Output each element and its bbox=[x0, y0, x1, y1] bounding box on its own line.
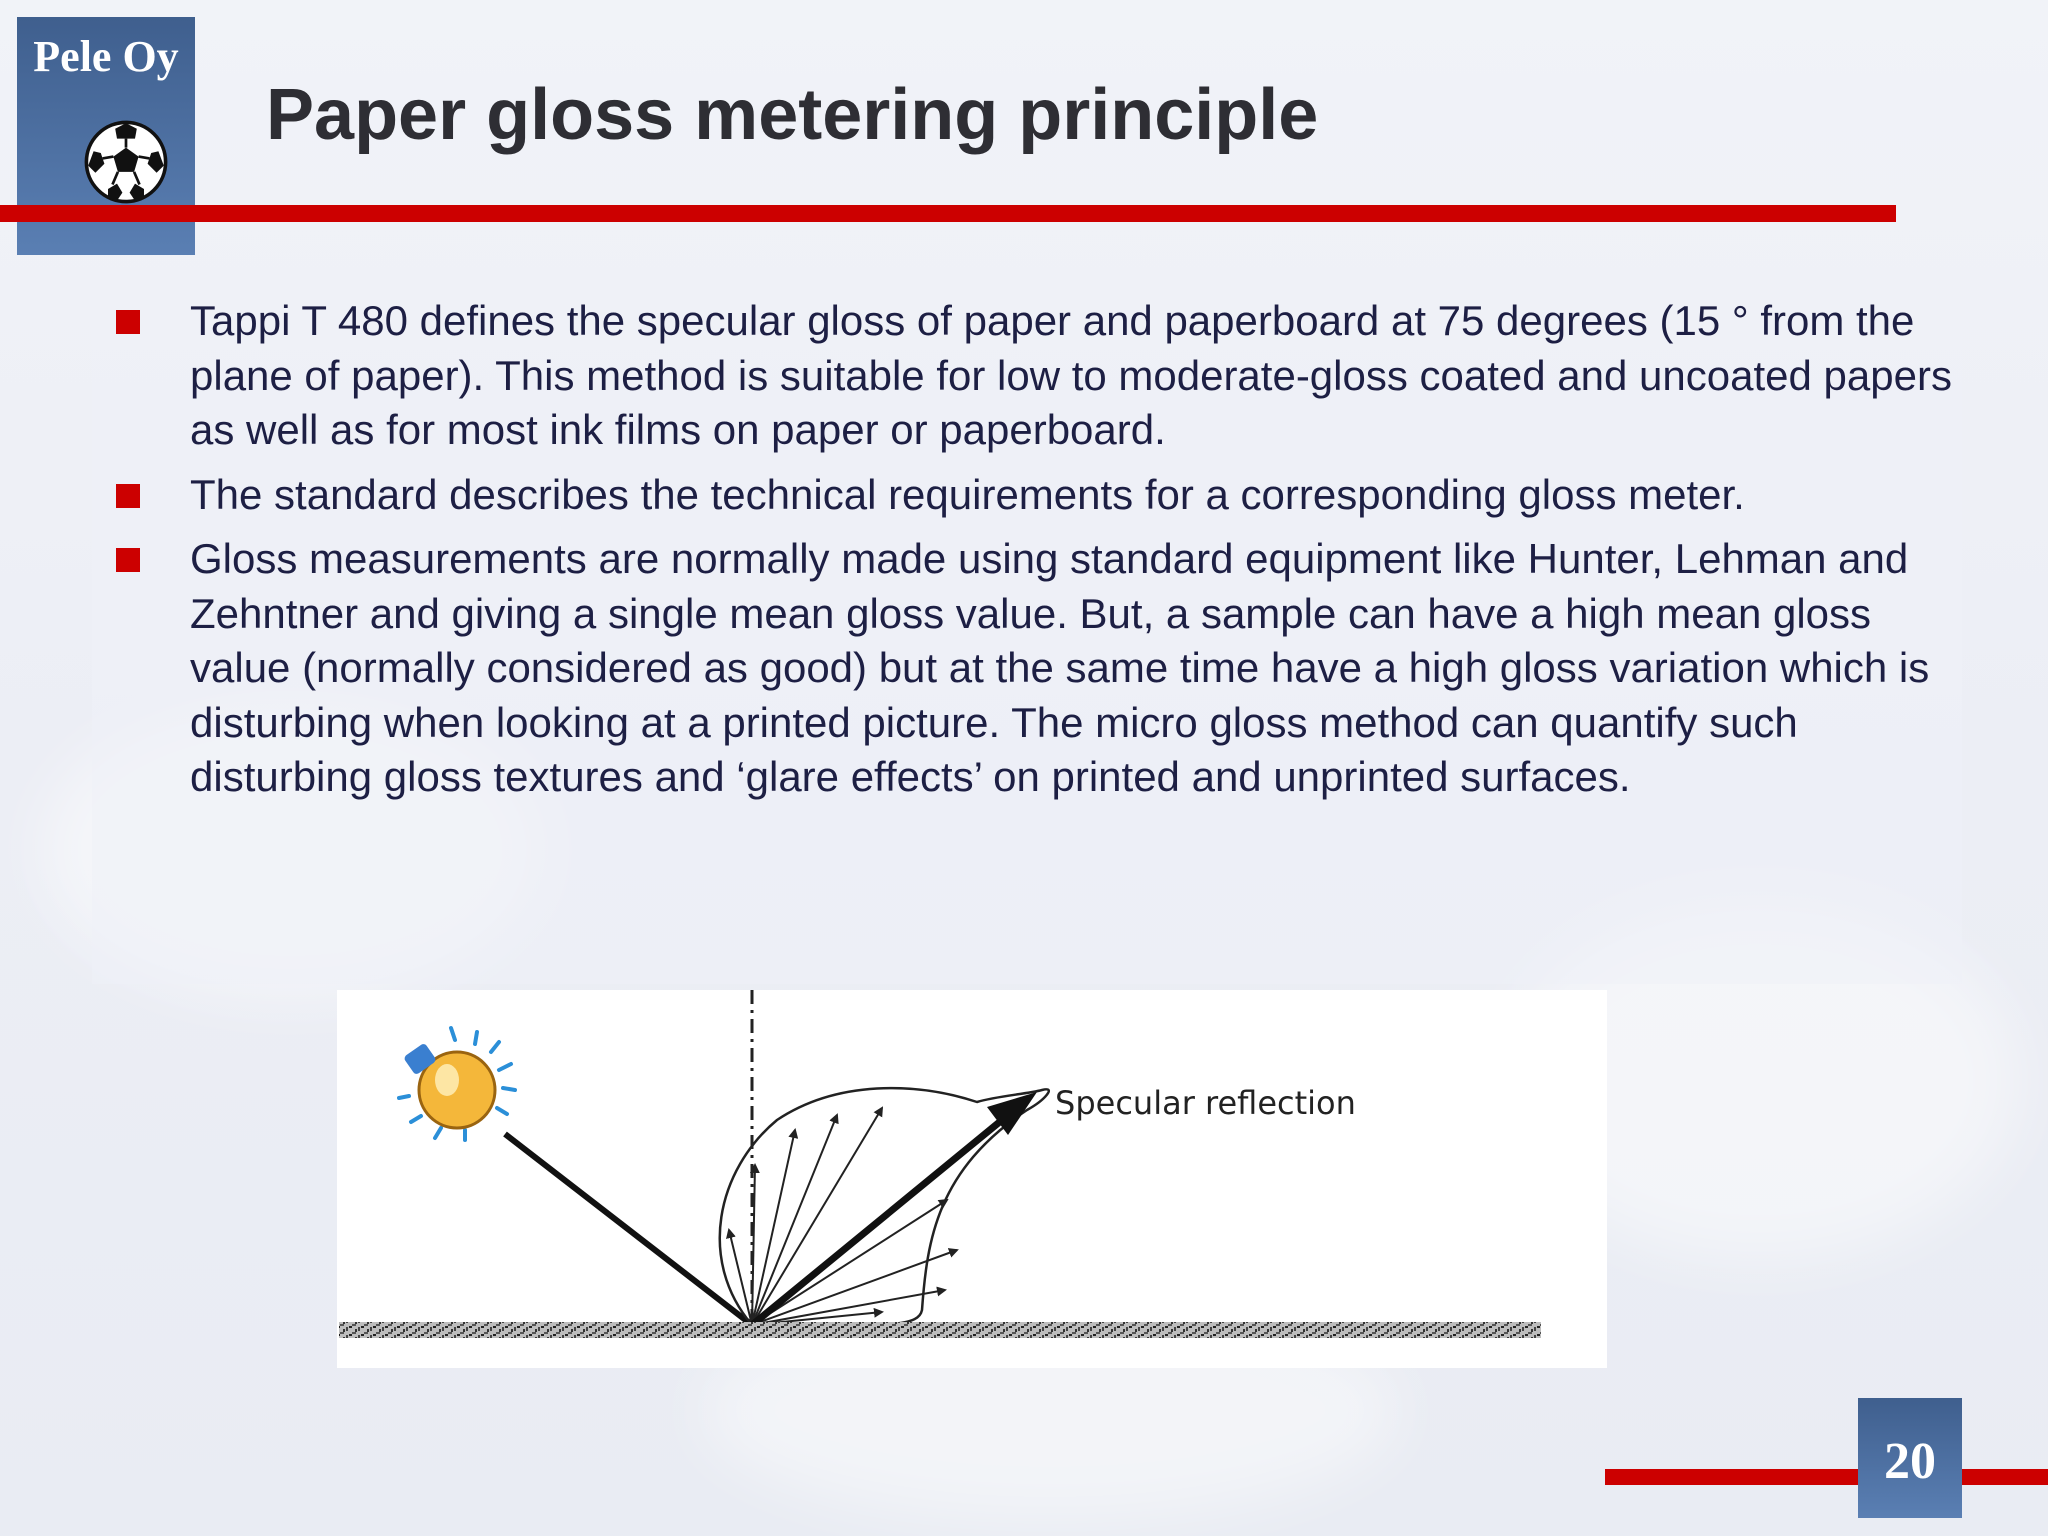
bullet-square-icon bbox=[116, 484, 140, 508]
specular-reflection-label: Specular reflection bbox=[1055, 1084, 1356, 1122]
bullet-square-icon bbox=[116, 548, 140, 572]
page-number: 20 bbox=[1884, 1433, 1936, 1490]
bullet-text: The standard describes the technical requirements for a corresponding gloss meter. bbox=[190, 470, 1745, 518]
bullet-item bbox=[112, 532, 1952, 805]
bullet-item bbox=[112, 468, 1952, 523]
bullet-text: Tappi T 480 defines the specular gloss of paper and paperboard at 75 degrees (15 ° from the plane of paper). This method is suitable for low to moderate-gloss coated and uncoated papers as well as for most ink films on paper or paperboard. bbox=[190, 297, 1952, 453]
soccer-ball-icon bbox=[81, 117, 171, 207]
light-bulb-icon bbox=[399, 1028, 515, 1140]
bullet-item bbox=[112, 294, 1952, 458]
footer-divider bbox=[1605, 1469, 2048, 1485]
page-number-box bbox=[1858, 1398, 1962, 1518]
bullet-square-icon bbox=[116, 310, 140, 334]
specular-reflection-diagram bbox=[337, 990, 1607, 1368]
incident-ray bbox=[505, 1134, 752, 1325]
slide-title: Paper gloss metering principle bbox=[266, 75, 1319, 155]
title-divider bbox=[0, 205, 1896, 222]
bullet-list bbox=[112, 294, 1952, 815]
bullet-text: Gloss measurements are normally made using standard equipment like Hunter, Lehman and Zehntner and giving a single mean gloss value. But, a sample can have a high mean gloss value (normally considered as good) but at the same time have a high gloss variation which is disturbing when looking at a printed picture. The micro gloss method can quantify such disturbing gloss textures and ‘glare effects’ on printed and unprinted surfaces. bbox=[190, 535, 1930, 800]
logo-text: Pele Oy bbox=[33, 32, 179, 81]
paper-surface bbox=[339, 1322, 1541, 1338]
